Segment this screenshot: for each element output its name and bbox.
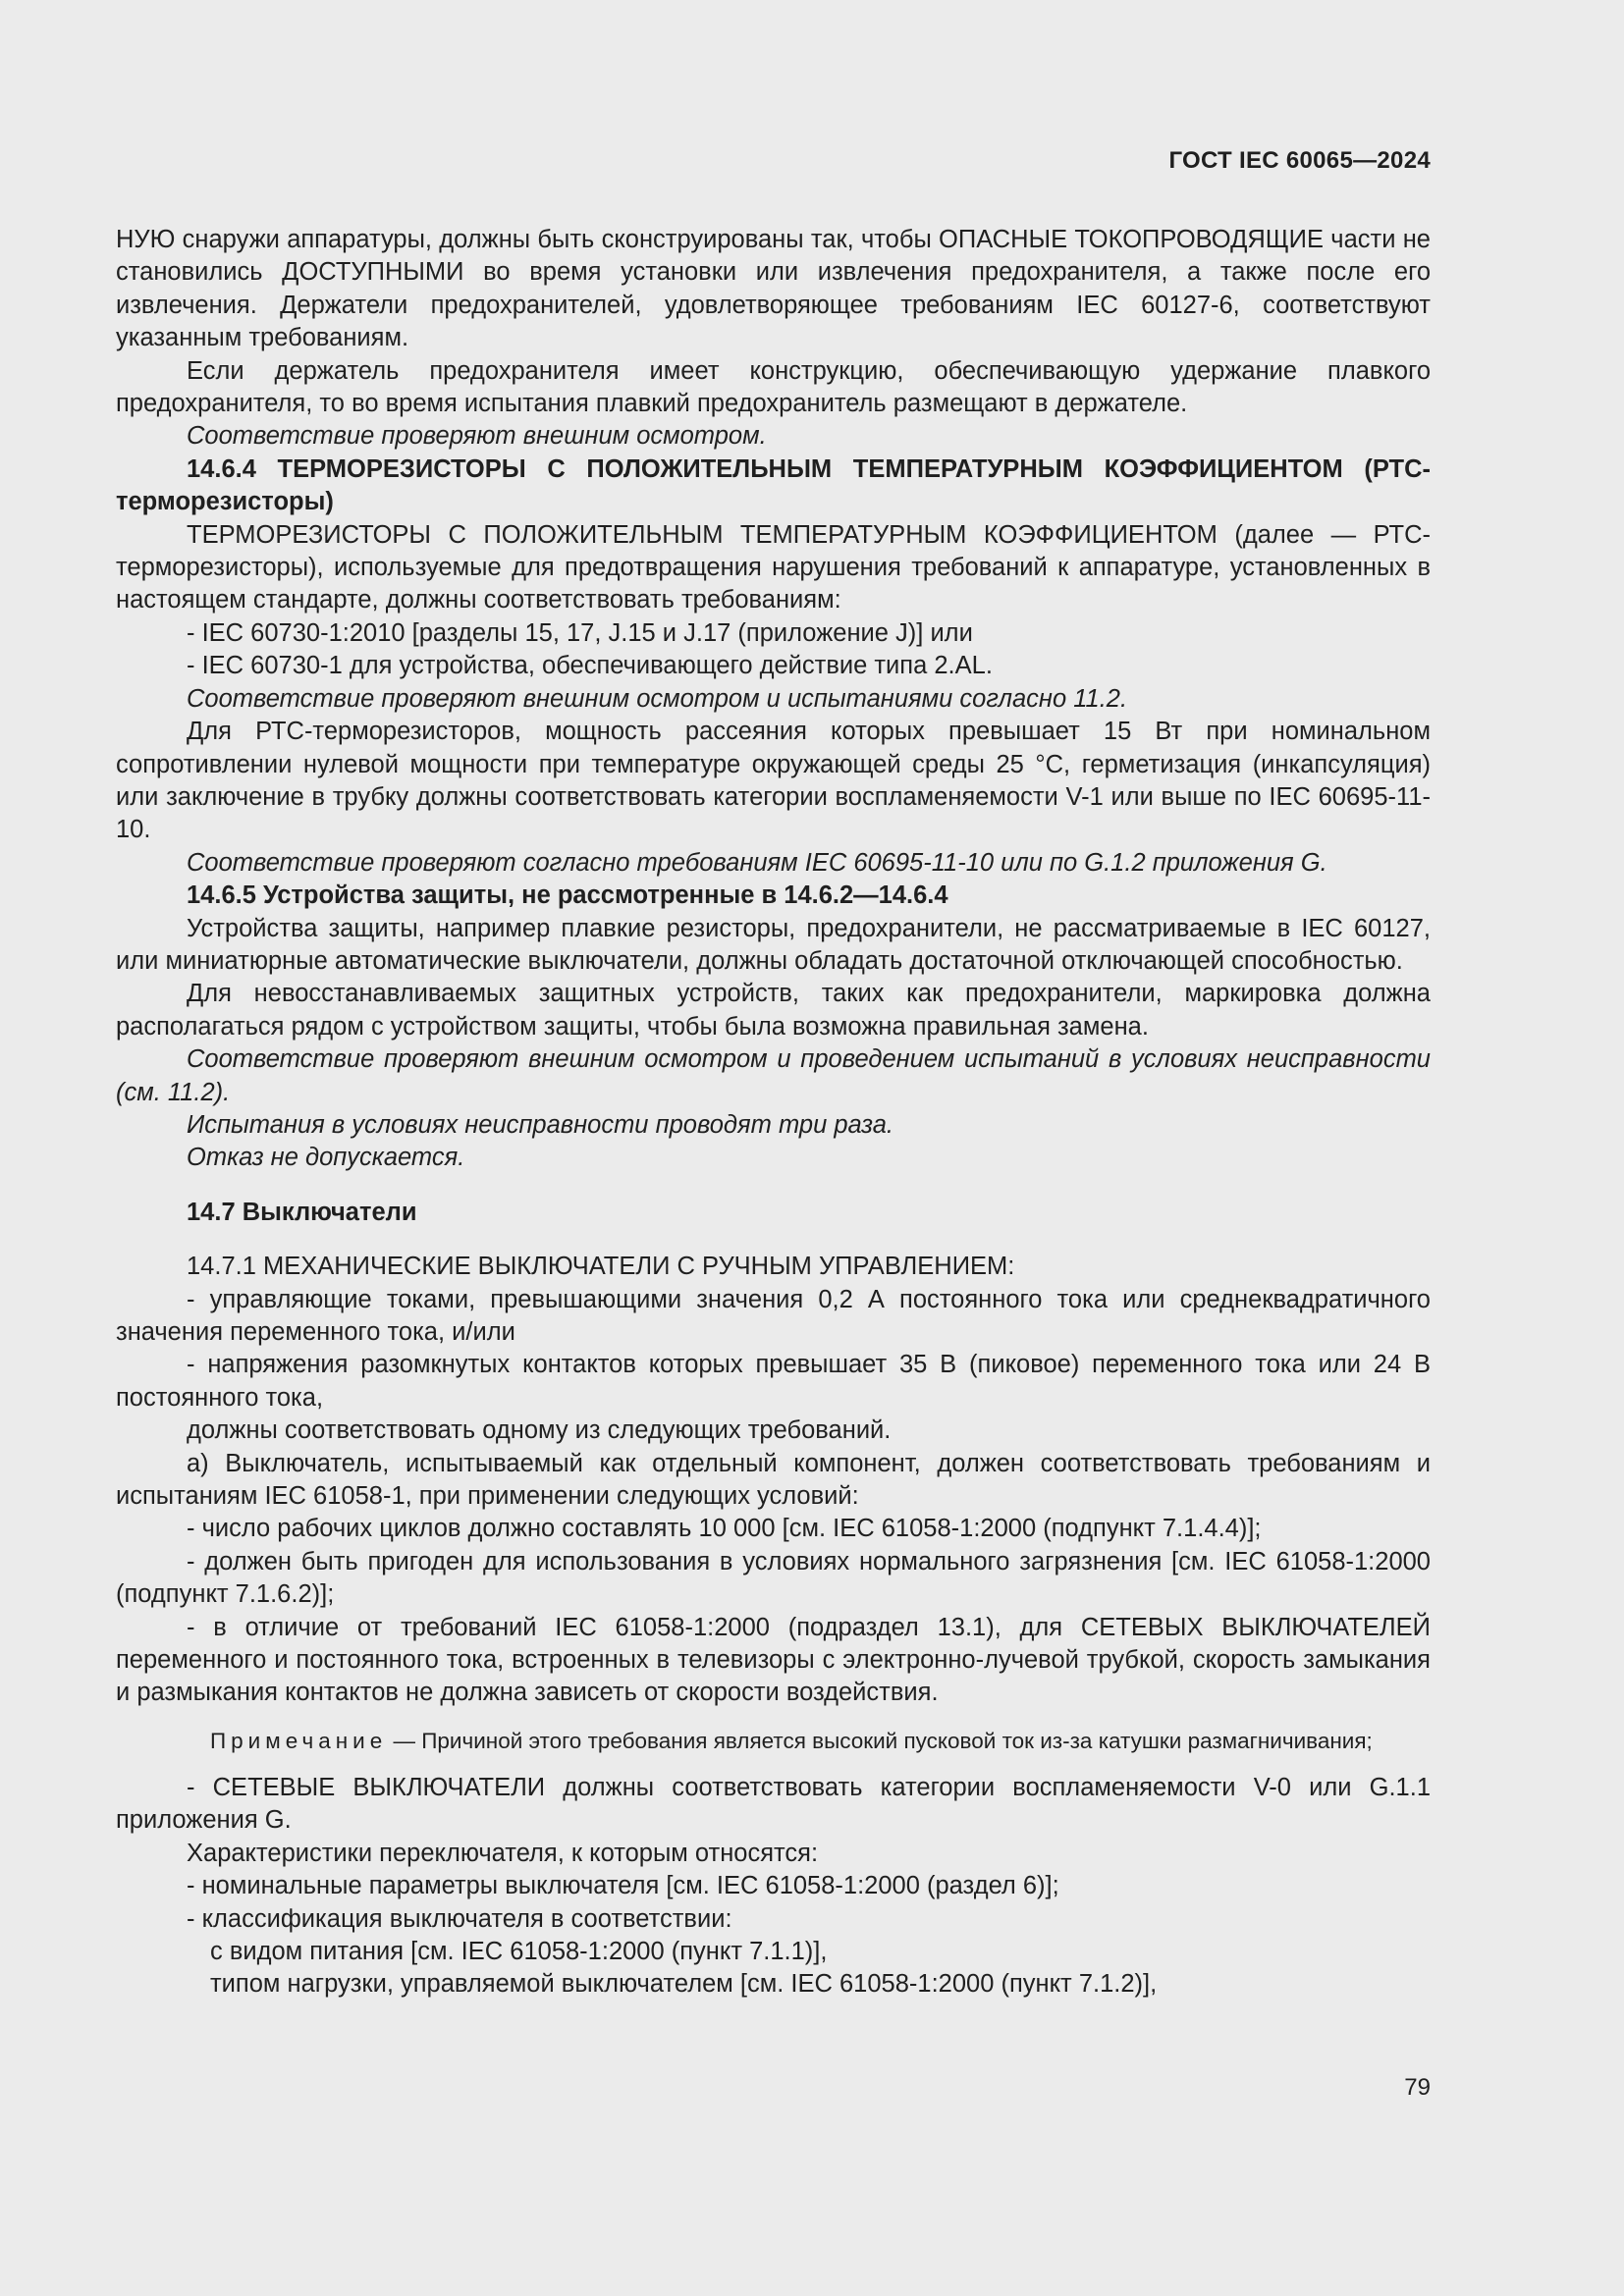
section-heading-14-6-4: 14.6.4 ТЕРМОРЕЗИСТОРЫ С ПОЛОЖИТЕЛЬНЫМ ТЕМПЕРАТУРНЫМ КОЭФФИЦИЕНТОМ (РТС-терморезисторы) <box>116 454 1431 516</box>
list-item: - номинальные параметры выключателя [см. IEC 61058-1:2000 (раздел 6)]; <box>187 1872 1059 1900</box>
list-item: - напряжения разомкнутых контактов которых превышает 35 В (пиковое) переменного тока или 24 В постоянного тока, <box>116 1351 1431 1412</box>
list-item: - число рабочих циклов должно составлять 10 000 [см. IEC 61058-1:2000 (подпункт 7.1.4.4)]; <box>187 1515 1262 1543</box>
paragraph: Для РТС-терморезисторов, мощность рассеяния которых превышает 15 Вт при номинальном сопротивлении нулевой мощности при температуре окружающей среды 25 °С, герметизация (инкапсуляция) или заключение в трубку должны соответствовать категории воспламеняемости V-1 или выше по IEC 60695-11-10. <box>116 718 1431 844</box>
list-item: - СЕТЕВЫЕ ВЫКЛЮЧАТЕЛИ должны соответствовать категории воспламеняемости V-0 или G.1.1 приложения G. <box>116 1773 1431 1835</box>
section-heading-14-6-5: 14.6.5 Устройства защиты, не рассмотренные в 14.6.2—14.6.4 <box>187 881 948 910</box>
paragraph: а) Выключатель, испытываемый как отдельный компонент, должен соответствовать требованиям и испытаниям IEC 61058-1, при применении следующих условий: <box>116 1449 1431 1511</box>
document-header: ГОСТ IEC 60065—2024 <box>1168 147 1431 174</box>
paragraph: ТЕРМОРЕЗИСТОРЫ С ПОЛОЖИТЕЛЬНЫМ ТЕМПЕРАТУРНЫМ КОЭФФИЦИЕНТОМ (далее — РТС-терморезисторы), используемые для предотвращения нарушения требований к аппаратуре, установленных в настоящем стандарте, должны соответствовать требованиям: <box>116 520 1431 614</box>
compliance-note: Соответствие проверяют внешним осмотром. <box>187 422 767 451</box>
sub-list-item: типом нагрузки, управляемой выключателем [см. IEC 61058-1:2000 (пункт 7.1.2)], <box>210 1970 1158 1999</box>
note <box>116 1726 1431 1756</box>
paragraph: НУЮ снаружи аппаратуры, должны быть сконструированы так, чтобы ОПАСНЫЕ ТОКОПРОВОДЯЩИЕ части не становились ДОСТУПНЫМИ во время установки или извлечения предохранителя, а также после его извлечения. Держатели предохранителей, удовлетворяющее требованиям IEC 60127-6, соответствуют указанным требованиям. <box>116 226 1431 352</box>
note-text: — Причиной этого требования является высокий пусковой ток из-за катушки размагничивания; <box>387 1728 1373 1753</box>
paragraph: 14.7.1 МЕХАНИЧЕСКИЕ ВЫКЛЮЧАТЕЛИ С РУЧНЫМ УПРАВЛЕНИЕМ: <box>187 1253 1015 1281</box>
list-item: - управляющие токами, превышающими значения 0,2 А постоянного тока или среднеквадратичного значения переменного тока, и/или <box>116 1285 1431 1346</box>
compliance-note: Соответствие проверяют внешним осмотром и испытаниями согласно 11.2. <box>187 684 1128 713</box>
paragraph: Для невосстанавливаемых защитных устройств, таких как предохранители, маркировка должна располагаться рядом с устройством защиты, чтобы была возможна правильная замена. <box>116 980 1431 1041</box>
page-number: 79 <box>1404 2074 1431 2101</box>
paragraph: Характеристики переключателя, к которым относятся: <box>187 1839 819 1867</box>
compliance-note: Соответствие проверяют внешним осмотром и проведением испытаний в условиях неисправности (см. 11.2). <box>116 1045 1431 1106</box>
paragraph: должны соответствовать одному из следующих требований. <box>187 1416 892 1445</box>
paragraph: Устройства защиты, например плавкие резисторы, предохранители, не рассматриваемые в IEC 60127, или миниатюрные автоматические выключатели, должны обладать достаточной отключающей способностью. <box>116 914 1431 975</box>
list-item: - в отличие от требований IEC 61058-1:2000 (подраздел 13.1), для СЕТЕВЫХ ВЫКЛЮЧАТЕЛЕЙ переменного и постоянного тока, встроенных в телевизоры с электронно-лучевой трубкой, скорость замыкания и размыкания контактов не должна зависеть от скорости воздействия. <box>116 1613 1431 1707</box>
document-body <box>116 224 1431 2002</box>
list-item: - IEC 60730-1 для устройства, обеспечивающего действие типа 2.AL. <box>187 652 993 680</box>
note-label: Примечание <box>210 1728 388 1753</box>
compliance-note: Соответствие проверяют согласно требованиям IEC 60695-11-10 или по G.1.2 приложения G. <box>187 848 1327 877</box>
paragraph: Если держатель предохранителя имеет конструкцию, обеспечивающую удержание плавкого предохранителя, то во время испытания плавкий предохранитель размещают в держателе. <box>116 356 1431 418</box>
sub-list-item: с видом питания [см. IEC 61058-1:2000 (пункт 7.1.1)], <box>210 1937 828 1965</box>
list-item: - классификация выключателя в соответствии: <box>187 1904 732 1933</box>
section-heading-14-7: 14.7 Выключатели <box>187 1198 417 1226</box>
list-item: - IEC 60730-1:2010 [разделы 15, 17, J.15 и J.17 (приложение J)] или <box>187 618 973 647</box>
list-item: - должен быть пригоден для использования в условиях нормального загрязнения [см. IEC 61058-1:2000 (подпункт 7.1.6.2)]; <box>116 1547 1431 1609</box>
compliance-note: Испытания в условиях неисправности проводят три раза. <box>187 1110 893 1139</box>
compliance-note: Отказ не допускается. <box>187 1144 465 1172</box>
